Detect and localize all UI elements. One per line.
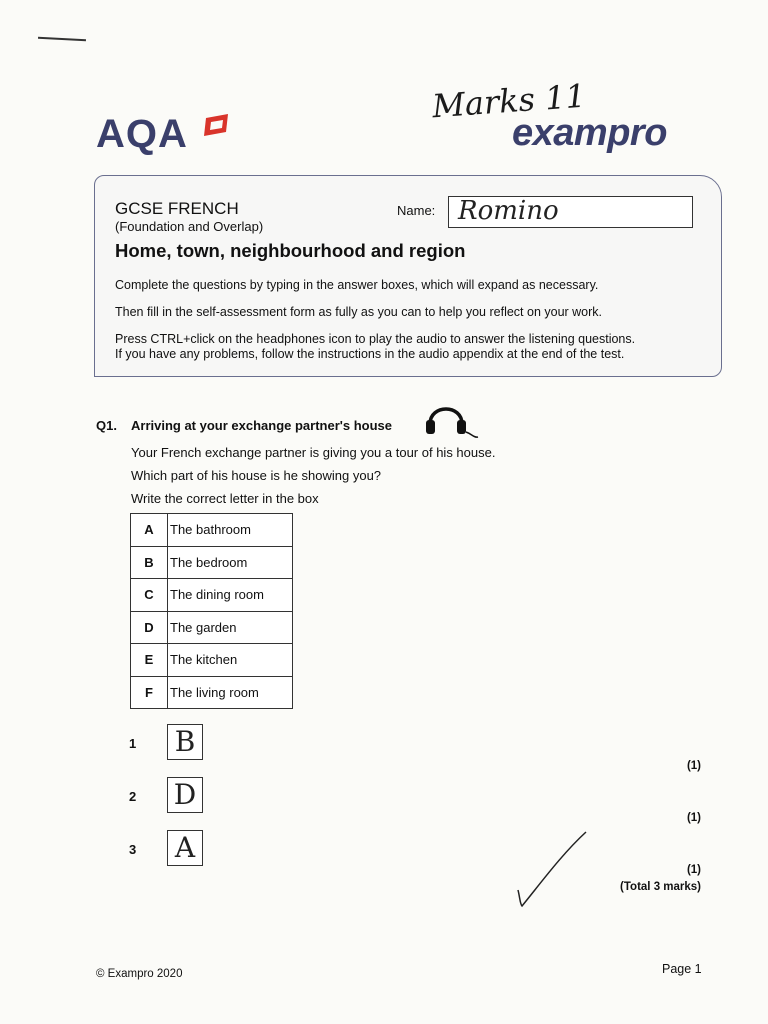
option-letter: E: [131, 644, 168, 677]
option-label: The kitchen: [168, 644, 293, 677]
question-text: Your French exchange partner is giving you a tour of his house.: [131, 445, 496, 460]
question-title: Arriving at your exchange partner's house: [131, 418, 392, 433]
tier-label: (Foundation and Overlap): [115, 219, 264, 234]
question-text: Write the correct letter in the box: [131, 491, 319, 506]
option-label: The living room: [168, 676, 293, 709]
answer-number: 2: [129, 789, 137, 804]
instruction-line: If you have any problems, follow the instructions in the audio appendix at the end of the test.: [115, 347, 625, 361]
subject-title: GCSE FRENCH: [115, 199, 239, 218]
mark-label: (1): [686, 760, 701, 772]
question-text: Which part of his house is he showing you?: [131, 468, 382, 483]
option-label: The bathroom: [168, 514, 293, 547]
answer-box[interactable]: [167, 777, 203, 813]
option-label: The garden: [168, 611, 293, 644]
mark-label: (1): [686, 812, 701, 824]
headphones-icon[interactable]: [424, 398, 480, 440]
option-letter: F: [131, 676, 168, 709]
instruction-line: Then fill in the self-assessment form as fully as you can to help you reflect on your work.: [115, 305, 603, 319]
name-label: Name:: [397, 203, 436, 218]
option-letter: C: [131, 579, 168, 612]
name-value: Romino: [458, 196, 559, 226]
options-table: [130, 513, 293, 709]
page-number: Page 1: [662, 962, 702, 976]
exampro-logo: exampro: [512, 112, 667, 154]
answer-number: 3: [129, 842, 137, 857]
option-letter: B: [131, 546, 168, 579]
instruction-line: Press CTRL+click on the headphones icon to play the audio to answer the listening questions.: [115, 332, 636, 346]
answer-value: D: [173, 778, 197, 811]
question-number: Q1.: [96, 418, 117, 433]
mark-label: (1): [686, 864, 701, 876]
option-label: The bedroom: [168, 546, 293, 579]
option-letter: D: [131, 611, 168, 644]
copyright-text: © Exampro 2020: [96, 968, 183, 980]
answer-number: 1: [129, 736, 137, 751]
option-row: [131, 514, 293, 547]
answer-value: A: [174, 831, 196, 864]
option-letter: A: [131, 514, 168, 547]
answer-value: B: [174, 725, 196, 758]
stray-pen-mark: [38, 37, 86, 42]
answer-box[interactable]: [167, 830, 203, 866]
total-marks: (Total 3 marks): [620, 881, 701, 893]
tick-mark-icon: [510, 828, 590, 910]
topic-title: Home, town, neighbourhood and region: [115, 240, 466, 261]
aqa-logo-mark-icon: [202, 112, 232, 142]
handwritten-score: Marks 11: [430, 76, 587, 126]
option-label: The dining room: [168, 579, 293, 612]
answer-box[interactable]: [167, 724, 203, 760]
option-row: [131, 579, 293, 612]
option-row: [131, 546, 293, 579]
option-row: [131, 611, 293, 644]
aqa-logo: AQA: [96, 112, 188, 156]
option-row: [131, 644, 293, 677]
instruction-line: Complete the questions by typing in the answer boxes, which will expand as necessary.: [115, 278, 599, 292]
option-row: [131, 676, 293, 709]
